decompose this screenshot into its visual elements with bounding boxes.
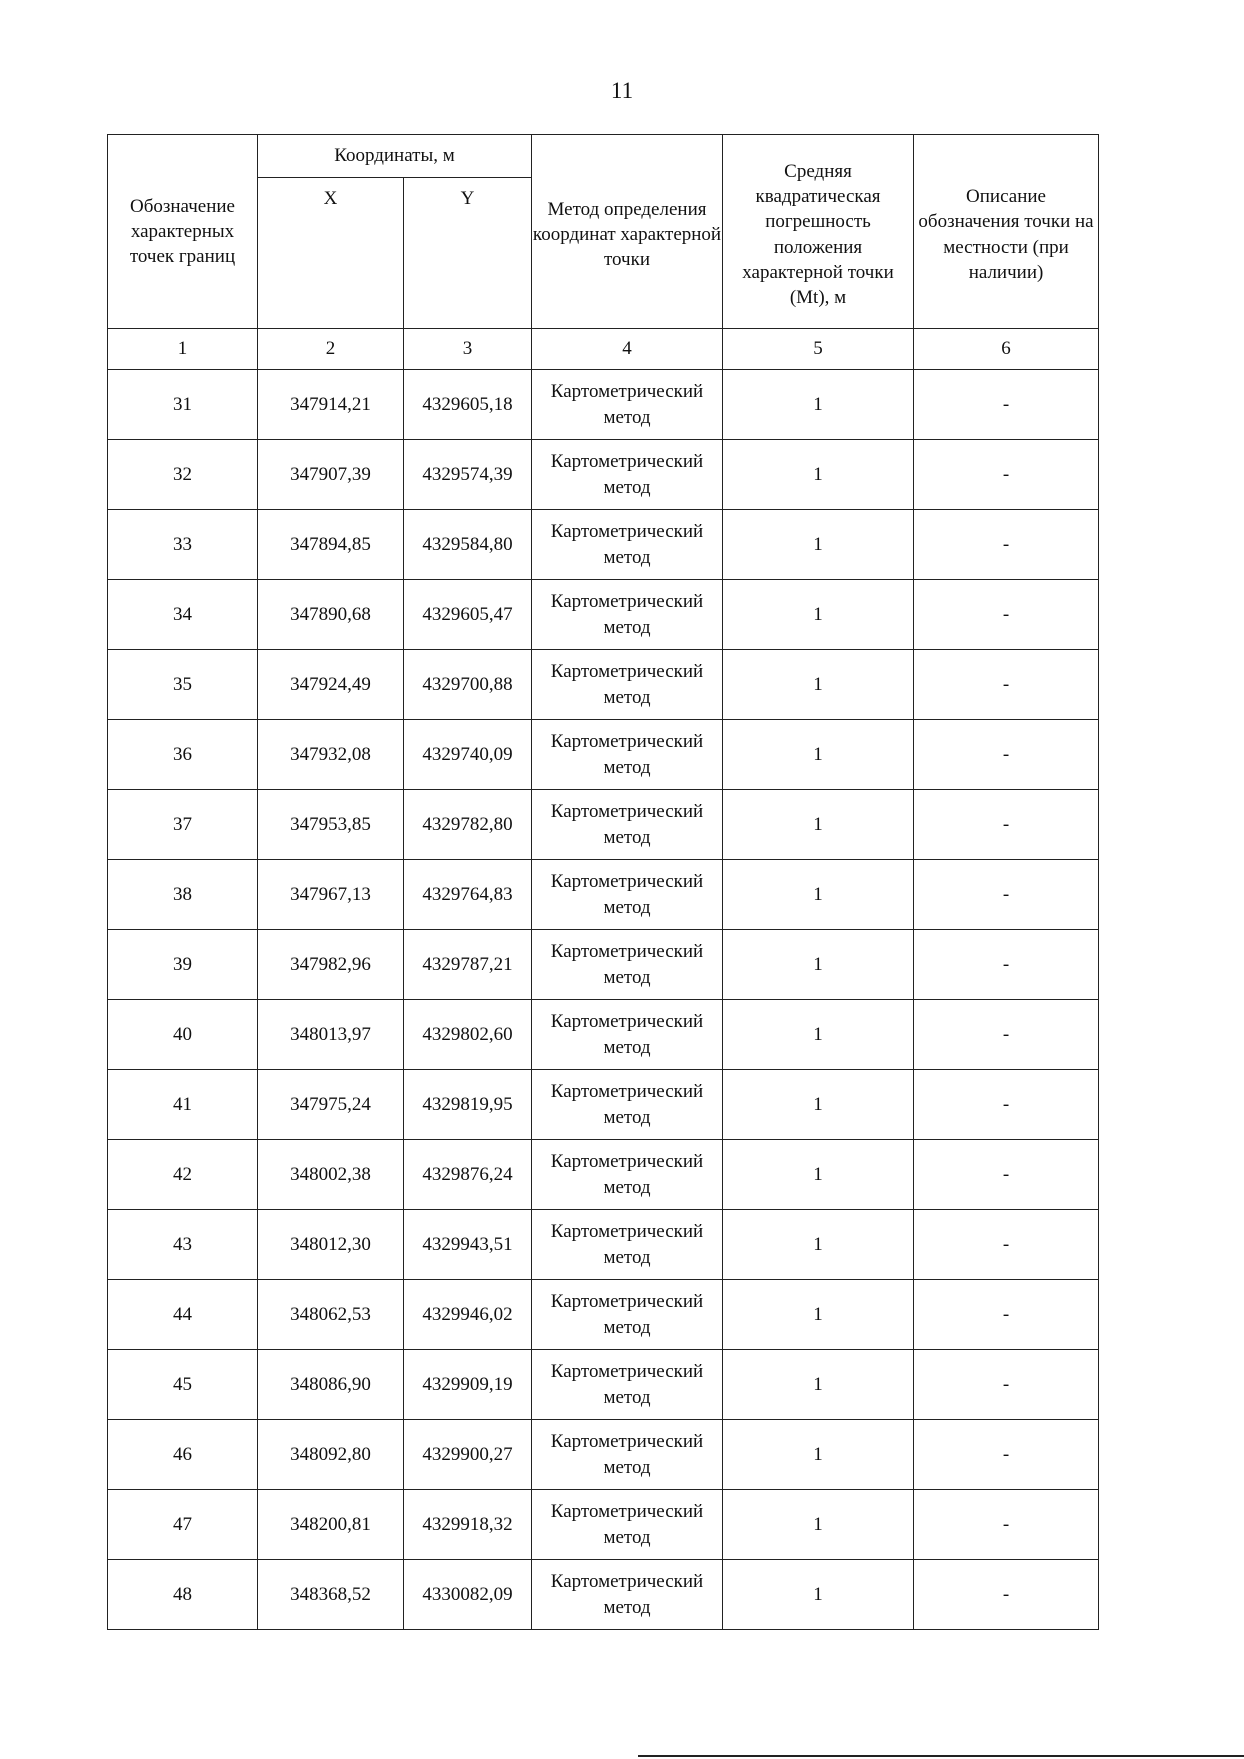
coordinates-table [107,134,1099,1630]
cell-x: 347953,85 [258,790,404,860]
cell-y: 4329584,80 [404,510,532,580]
cell-y: 4329909,19 [404,1350,532,1420]
cell-y: 4329802,60 [404,1000,532,1070]
cell-x: 347890,68 [258,580,404,650]
cell-mt: 1 [723,1560,914,1630]
cell-x: 348062,53 [258,1280,404,1350]
table-row [108,1070,1099,1140]
cell-description: - [914,510,1099,580]
cell-mt: 1 [723,1000,914,1070]
cell-description: - [914,650,1099,720]
cell-method: Картометрический метод [532,790,723,860]
table-row [108,510,1099,580]
cell-method: Картометрический метод [532,1280,723,1350]
cell-x: 347924,49 [258,650,404,720]
cell-mt: 1 [723,1070,914,1140]
column-number: 4 [532,329,723,370]
cell-y: 4329900,27 [404,1420,532,1490]
column-number: 2 [258,329,404,370]
cell-description: - [914,1140,1099,1210]
cell-y: 4329605,47 [404,580,532,650]
cell-description: - [914,790,1099,860]
cell-mt: 1 [723,930,914,1000]
cell-x: 348013,97 [258,1000,404,1070]
cell-y: 4330082,09 [404,1560,532,1630]
cell-method: Картометрический метод [532,1560,723,1630]
cell-description: - [914,370,1099,440]
cell-method: Картометрический метод [532,860,723,930]
header-method: Метод определения координат характерной точки [532,135,723,329]
cell-method: Картометрический метод [532,1210,723,1280]
cell-point: 41 [108,1070,258,1140]
table-row [108,930,1099,1000]
table-row [108,1210,1099,1280]
table-row [108,580,1099,650]
cell-x: 348368,52 [258,1560,404,1630]
cell-method: Картометрический метод [532,510,723,580]
table-row [108,440,1099,510]
cell-mt: 1 [723,370,914,440]
cell-x: 348086,90 [258,1350,404,1420]
cell-point: 40 [108,1000,258,1070]
cell-y: 4329782,80 [404,790,532,860]
table-row [108,650,1099,720]
cell-point: 31 [108,370,258,440]
cell-method: Картометрический метод [532,1350,723,1420]
cell-description: - [914,1420,1099,1490]
cell-point: 42 [108,1140,258,1210]
table-row [108,860,1099,930]
cell-x: 348012,30 [258,1210,404,1280]
cell-mt: 1 [723,1280,914,1350]
cell-point: 45 [108,1350,258,1420]
cell-mt: 1 [723,1420,914,1490]
header-y: Y [404,178,532,329]
column-number: 5 [723,329,914,370]
cell-y: 4329943,51 [404,1210,532,1280]
cell-description: - [914,1000,1099,1070]
cell-mt: 1 [723,1210,914,1280]
cell-method: Картометрический метод [532,930,723,1000]
cell-mt: 1 [723,1490,914,1560]
cell-point: 38 [108,860,258,930]
header-x: X [258,178,404,329]
cell-point: 43 [108,1210,258,1280]
cell-y: 4329819,95 [404,1070,532,1140]
cell-mt: 1 [723,860,914,930]
cell-mt: 1 [723,1140,914,1210]
cell-method: Картометрический метод [532,580,723,650]
header-coordinates: Координаты, м [258,135,532,178]
column-number: 6 [914,329,1099,370]
cell-method: Картометрический метод [532,1140,723,1210]
cell-description: - [914,1350,1099,1420]
header-description: Описание обозначения точки на местности (при наличии) [914,135,1099,329]
cell-method: Картометрический метод [532,1000,723,1070]
cell-y: 4329787,21 [404,930,532,1000]
cell-x: 347982,96 [258,930,404,1000]
table-row [108,1560,1099,1630]
cell-x: 347907,39 [258,440,404,510]
cell-y: 4329764,83 [404,860,532,930]
cell-method: Картометрический метод [532,440,723,510]
table-row [108,1000,1099,1070]
cell-point: 34 [108,580,258,650]
cell-mt: 1 [723,790,914,860]
cell-mt: 1 [723,650,914,720]
page-number: 11 [610,78,634,103]
cell-x: 347975,24 [258,1070,404,1140]
cell-x: 347914,21 [258,370,404,440]
cell-mt: 1 [723,720,914,790]
cell-description: - [914,860,1099,930]
cell-point: 37 [108,790,258,860]
cell-mt: 1 [723,1350,914,1420]
cell-description: - [914,1280,1099,1350]
column-number: 3 [404,329,532,370]
cell-description: - [914,1070,1099,1140]
cell-point: 44 [108,1280,258,1350]
cell-x: 347967,13 [258,860,404,930]
cell-method: Картометрический метод [532,1070,723,1140]
cell-point: 33 [108,510,258,580]
cell-point: 48 [108,1560,258,1630]
cell-description: - [914,580,1099,650]
header-point-designation: Обозначение характерных точек границ [108,135,258,329]
cell-method: Картометрический метод [532,650,723,720]
cell-point: 46 [108,1420,258,1490]
cell-x: 348092,80 [258,1420,404,1490]
cell-description: - [914,440,1099,510]
table-row [108,370,1099,440]
cell-y: 4329918,32 [404,1490,532,1560]
cell-description: - [914,930,1099,1000]
cell-method: Картометрический метод [532,370,723,440]
cell-point: 32 [108,440,258,510]
cell-y: 4329876,24 [404,1140,532,1210]
cell-x: 347894,85 [258,510,404,580]
column-number: 1 [108,329,258,370]
cell-method: Картометрический метод [532,720,723,790]
table-row [108,790,1099,860]
cell-description: - [914,1210,1099,1280]
cell-y: 4329740,09 [404,720,532,790]
table-row [108,1280,1099,1350]
cell-description: - [914,1490,1099,1560]
table-body [108,370,1099,1630]
cell-method: Картометрический метод [532,1420,723,1490]
table-row [108,1140,1099,1210]
table-row [108,720,1099,790]
cell-x: 348002,38 [258,1140,404,1210]
cell-point: 39 [108,930,258,1000]
table-row [108,1350,1099,1420]
cell-point: 36 [108,720,258,790]
cell-mt: 1 [723,580,914,650]
cell-mt: 1 [723,510,914,580]
table-row [108,1490,1099,1560]
cell-mt: 1 [723,440,914,510]
cell-y: 4329605,18 [404,370,532,440]
cell-point: 35 [108,650,258,720]
cell-y: 4329700,88 [404,650,532,720]
header-error: Средняя квадратическая погрешность положения характерной точки (Mt), м [723,135,914,329]
cell-y: 4329574,39 [404,440,532,510]
table-row [108,1420,1099,1490]
cell-description: - [914,720,1099,790]
cell-y: 4329946,02 [404,1280,532,1350]
cell-x: 348200,81 [258,1490,404,1560]
bottom-rule [638,1755,1244,1757]
cell-x: 347932,08 [258,720,404,790]
cell-method: Картометрический метод [532,1490,723,1560]
cell-description: - [914,1560,1099,1630]
cell-point: 47 [108,1490,258,1560]
